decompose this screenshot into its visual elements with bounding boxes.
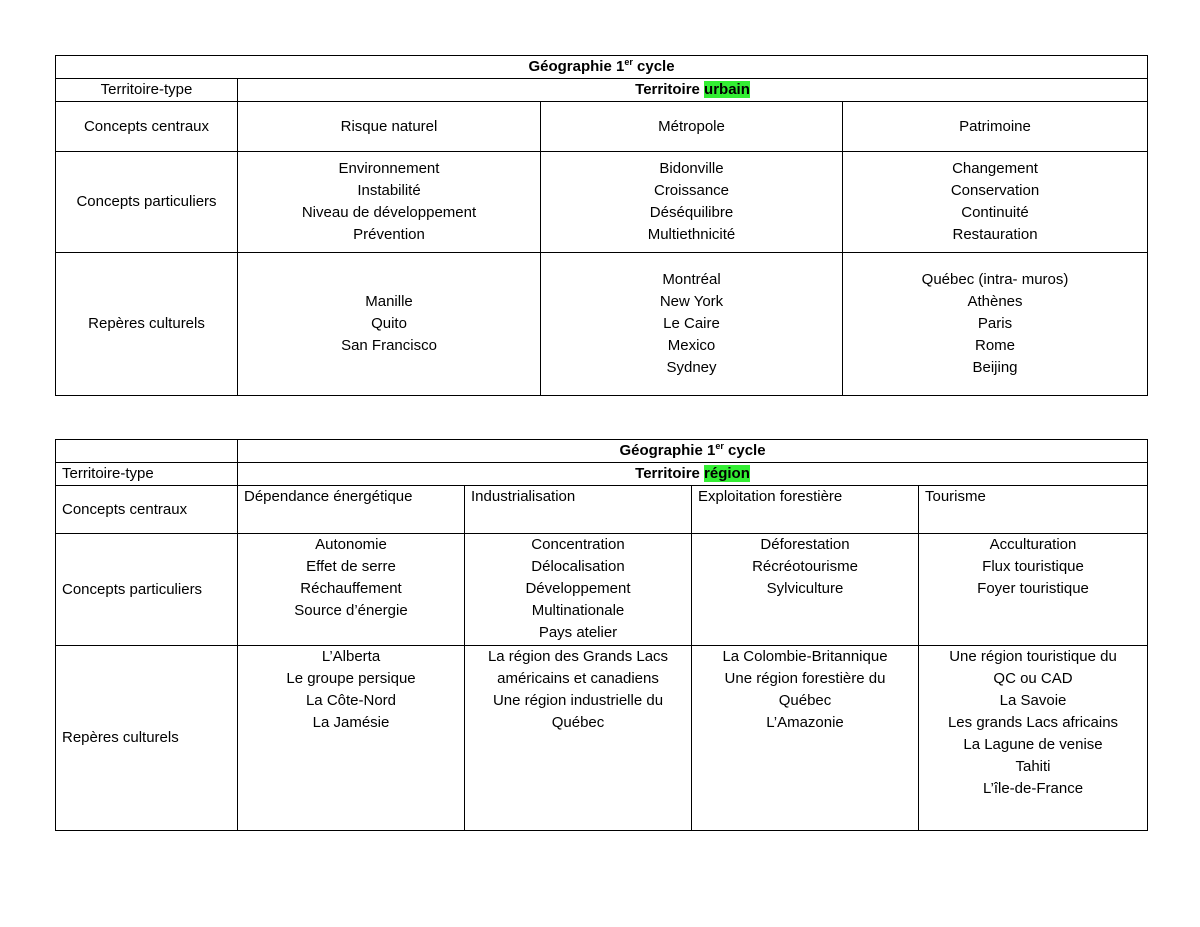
urban-territory-table: [55, 55, 1148, 396]
cell-line: QC ou CAD: [993, 670, 1073, 687]
concept-central-cell: Exploitation forestière: [692, 486, 919, 534]
concepts-particuliers-label: Concepts particuliers: [56, 152, 238, 253]
reperes-culturels-label: Repères culturels: [56, 253, 238, 396]
cell-line: Québec (intra- muros): [921, 271, 1069, 288]
empty-corner-cell: [56, 440, 238, 463]
cell-line: Une région industrielle du: [492, 692, 664, 709]
cell-line: Déséquilibre: [649, 204, 734, 221]
cell-line: Développement: [525, 580, 631, 597]
cell-line: Paris: [977, 315, 1013, 332]
reperes-culturels-label: Repères culturels: [56, 646, 238, 831]
cell-line: Flux touristique: [982, 558, 1084, 575]
cell-line: Québec: [778, 692, 832, 709]
cell-line: L’Amazonie: [766, 714, 844, 731]
cell-line: L’Alberta: [321, 648, 381, 665]
cell-line: La Côte-Nord: [305, 692, 397, 709]
cell-line: Les grands Lacs africains: [947, 714, 1119, 731]
cell-line: Acculturation: [989, 536, 1077, 553]
concept-central-cell: Risque naturel: [238, 102, 541, 152]
cell-line: Une région forestière du: [724, 670, 886, 687]
cell-line: Effet de serre: [306, 558, 396, 575]
cell-line: Quito: [371, 315, 407, 332]
cell-line: Rome: [975, 337, 1016, 354]
cell-line: Environnement: [338, 160, 440, 177]
concepts-particuliers-cell: [238, 152, 541, 253]
cell-line: L’île-de-France: [982, 780, 1084, 797]
cell-line: Niveau de développement: [301, 204, 477, 221]
cell-line: Conservation: [950, 182, 1040, 199]
cell-line: Restauration: [952, 226, 1038, 243]
cell-line: Déforestation: [760, 536, 850, 553]
cell-line: Continuité: [961, 204, 1029, 221]
cell-line: Délocalisation: [531, 558, 625, 575]
concept-central-cell: Industrialisation: [465, 486, 692, 534]
table1-title: Géographie 1er cycle: [56, 56, 1148, 79]
cell-line: Instabilité: [357, 182, 421, 199]
cell-line: Québec: [551, 714, 605, 731]
region-territory-table: [55, 439, 1148, 831]
reperes-culturels-cell: [238, 646, 465, 831]
concept-central-cell: Métropole: [541, 102, 843, 152]
concepts-particuliers-cell: [843, 152, 1148, 253]
concepts-particuliers-cell: [541, 152, 843, 253]
cell-line: San Francisco: [341, 337, 437, 354]
cell-line: Multinationale: [531, 602, 625, 619]
cell-line: Concentration: [531, 536, 625, 553]
cell-line: La Savoie: [999, 692, 1067, 709]
concepts-centraux-label: Concepts centraux: [56, 102, 238, 152]
reperes-culturels-cell: [238, 253, 541, 396]
cell-line: Athènes: [967, 293, 1023, 310]
table2-title: Géographie 1er cycle: [238, 440, 1148, 463]
cell-line: Autonomie: [315, 536, 387, 553]
cell-line: Le Caire: [663, 315, 720, 332]
concepts-centraux-label: Concepts centraux: [56, 486, 238, 534]
reperes-culturels-cell: [919, 646, 1148, 831]
cell-line: La Jamésie: [312, 714, 390, 731]
cell-line: Bidonville: [659, 160, 724, 177]
cell-line: La région des Grands Lacs: [487, 648, 669, 665]
cell-line: américains et canadiens: [497, 670, 659, 687]
cell-line: Manille: [365, 293, 413, 310]
cell-line: Montréal: [662, 271, 721, 288]
reperes-culturels-cell: [843, 253, 1148, 396]
cell-line: Croissance: [653, 182, 730, 199]
concept-central-cell: Tourisme: [919, 486, 1148, 534]
concepts-particuliers-cell: [238, 534, 465, 646]
cell-line: Tahiti: [1015, 758, 1051, 775]
cell-line: La Colombie-Britannique: [722, 648, 888, 665]
concepts-particuliers-cell: [692, 534, 919, 646]
cell-line: Une région touristique du: [949, 648, 1117, 665]
concept-central-cell: Dépendance énergétique: [238, 486, 465, 534]
cell-line: Multiethnicité: [647, 226, 736, 243]
reperes-culturels-cell: [692, 646, 919, 831]
concepts-particuliers-cell: [919, 534, 1148, 646]
cell-line: Foyer touristique: [977, 580, 1089, 597]
concept-central-cell: Patrimoine: [843, 102, 1148, 152]
region-highlight: région: [704, 465, 750, 482]
cell-line: Changement: [952, 160, 1038, 177]
cell-line: Sydney: [666, 359, 717, 376]
cell-line: Le groupe persique: [286, 670, 416, 687]
urbain-highlight: urbain: [704, 81, 750, 98]
reperes-culturels-cell: [541, 253, 843, 396]
cell-line: Beijing: [972, 359, 1018, 376]
reperes-culturels-cell: [465, 646, 692, 831]
cell-line: Source d’énergie: [294, 602, 408, 619]
territoire-urbain-heading: Territoire urbain: [238, 79, 1148, 102]
territoire-type-label: Territoire-type: [56, 79, 238, 102]
territoire-region-heading: Territoire région: [238, 463, 1148, 486]
territoire-type-label: Territoire-type: [56, 463, 238, 486]
cell-line: La Lagune de venise: [963, 736, 1103, 753]
cell-line: New York: [659, 293, 724, 310]
cell-line: Mexico: [667, 337, 716, 354]
cell-line: Pays atelier: [538, 624, 618, 641]
cell-line: Réchauffement: [300, 580, 402, 597]
concepts-particuliers-label: Concepts particuliers: [56, 534, 238, 646]
cell-line: Récréotourisme: [752, 558, 858, 575]
cell-line: Sylviculture: [766, 580, 844, 597]
cell-line: Prévention: [353, 226, 425, 243]
concepts-particuliers-cell: [465, 534, 692, 646]
